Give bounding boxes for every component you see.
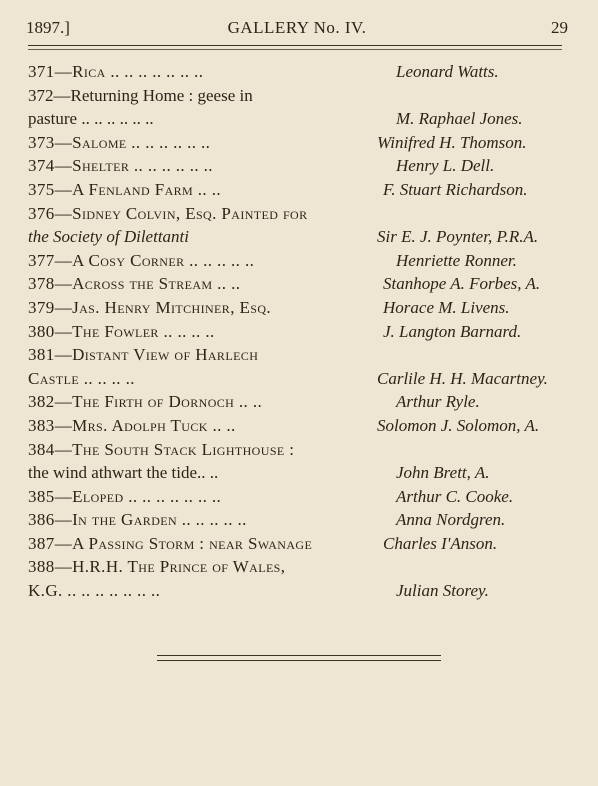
entry-line [28,320,568,344]
entry-line [28,555,568,579]
entry-artist: Leonard Watts. [396,62,499,81]
header-year: 1897.] [26,18,70,37]
entry-title: 384—The South Stack Lighthouse : [28,439,295,459]
footer-rule [157,655,441,656]
entry-title: Castle .. .. .. .. [28,368,135,388]
entry-title: 372—Returning Home : geese in [28,85,253,105]
entry-title: 382—The Firth of Dornoch .. .. [28,392,263,412]
entry-title: 381—Distant View of Harlech [28,345,259,365]
entry-artist: M. Raphael Jones. [396,109,523,129]
entry-line [28,249,568,273]
entry-artist: Solomon J. Solomon, A. [377,415,540,435]
entry-artist: Sir E. J. Poynter, P.R.A. [377,227,539,247]
entry-title: 376—Sidney Colvin, Esq. Painted for [28,203,308,223]
entry-line [28,343,568,367]
entry-title: 373—Salome .. .. .. .. .. .. [28,132,211,152]
entry-line [28,579,568,603]
entry-title: 386—In the Garden .. .. .. .. .. [28,510,247,530]
footer-rule-secondary [157,660,441,661]
entry-line [28,202,568,226]
entry-line [28,508,568,532]
entry-title: K.G. .. .. .. .. .. .. .. [28,581,161,601]
entry-title: the Society of Dilettanti [28,227,189,247]
entry-artist: J. Langton Barnard. [383,321,522,341]
entry-line [28,438,568,462]
entry-artist: F. Stuart Richardson. [383,179,528,199]
entry-artist: Stanhope A. Forbes, A. [383,274,541,294]
entry-title: 380—The Fowler .. .. .. .. [28,321,215,341]
entry-line [28,390,568,414]
entry-line [28,532,568,556]
entry-title: 371—Rica .. .. .. .. .. .. .. [28,62,204,81]
entry-line [28,461,568,485]
entry-line [28,60,568,84]
entry-line [28,296,568,320]
entry-artist: Arthur Ryle. [396,392,480,412]
entry-line [28,414,568,438]
entry-line [28,178,568,202]
entry-artist: Anna Nordgren. [396,510,506,530]
catalogue-entries [28,60,568,603]
entry-title: 374—Shelter .. .. .. .. .. .. [28,156,213,176]
entry-artist: Julian Storey. [396,581,489,601]
entry-artist: John Brett, A. [396,463,490,483]
entry-title: 387—A Passing Storm : near Swanage [28,533,313,553]
entry-line [28,131,568,155]
entry-artist: Henriette Ronner. [396,250,517,270]
entry-artist: Arthur C. Cooke. [396,486,514,506]
entry-line [28,485,568,509]
entry-title: the wind athwart the tide.. .. [28,463,219,483]
entry-line [28,225,568,249]
page-header [26,18,568,42]
entry-artist: Horace M. Livens. [383,297,510,317]
entry-artist: Henry L. Dell. [396,156,495,176]
header-rule-secondary [28,49,562,50]
entry-title: 385—Eloped .. .. .. .. .. .. .. [28,486,222,506]
page-number: 29 [551,18,568,37]
entry-line [28,154,568,178]
entry-title: 375—A Fenland Farm .. .. [28,179,222,199]
entry-title: 388—H.R.H. The Prince of Wales, [28,557,286,577]
entry-title: 383—Mrs. Adolph Tuck .. .. [28,415,236,435]
header-rule [28,45,562,46]
entry-title: 379—Jas. Henry Mitchiner, Esq. [28,297,272,317]
entry-title: pasture .. .. .. .. .. .. [28,109,154,129]
entry-title: 377—A Cosy Corner .. .. .. .. .. [28,250,255,270]
header-title: GALLERY No. IV. [227,18,367,37]
entry-line [28,107,568,131]
entry-artist: Winifred H. Thomson. [377,132,527,152]
entry-line [28,367,568,391]
entry-title: 378—Across the Stream .. .. [28,274,241,294]
entry-line [28,272,568,296]
entry-line [28,84,568,108]
entry-artist: Charles I'Anson. [383,533,498,553]
entry-artist: Carlile H. H. Macartney. [377,368,548,388]
